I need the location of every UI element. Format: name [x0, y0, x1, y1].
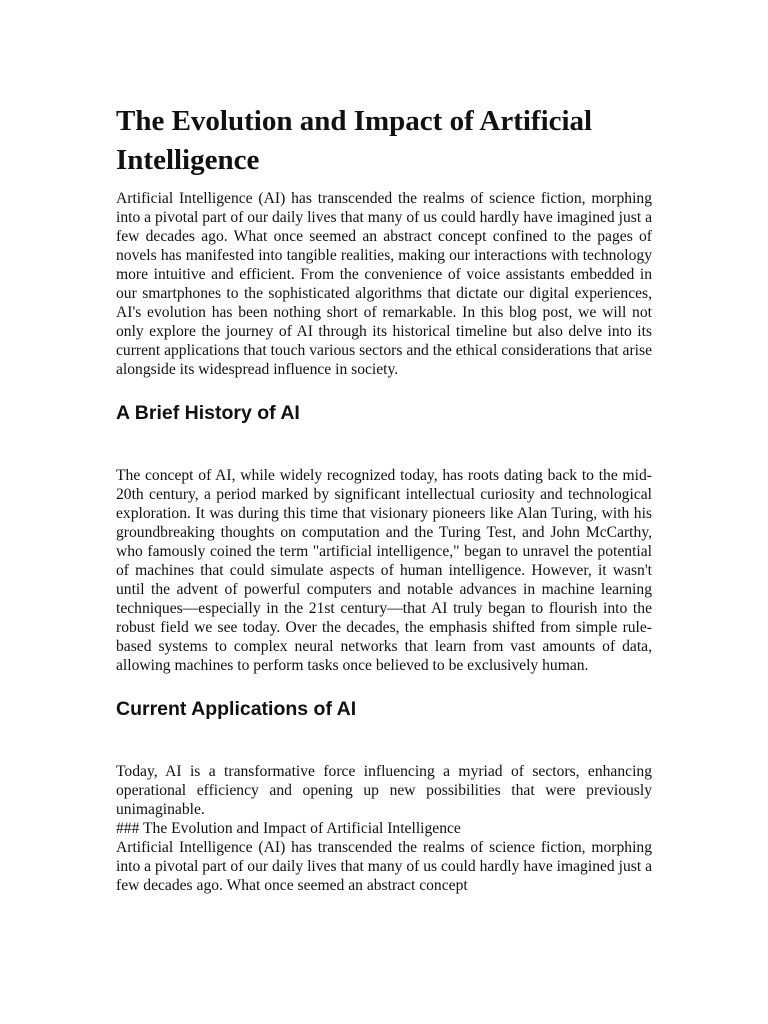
section-spacer	[116, 425, 652, 466]
section-heading-applications: Current Applications of AI	[116, 698, 357, 720]
markdown-heading-line: ### The Evolution and Impact of Artificial Intelligence	[116, 820, 461, 837]
repeated-intro-paragraph: Artificial Intelligence (AI) has transcended the realms of science fiction, morphing into a pivotal part of our daily lives that many of us could hardly have imagined just a few decades ago. What once seemed an abstract concept	[116, 839, 652, 894]
document-title: The Evolution and Impact of Artificial Intelligence	[116, 105, 593, 176]
intro-paragraph: Artificial Intelligence (AI) has transcended the realms of science fiction, morphing into a pivotal part of our daily lives that many of us could hardly have imagined just a few decades ago. What once seemed an abstract concept confined to the pages of novels has manifested into tangible realities, making our interactions with technology more intuitive and efficient. From the convenience of voice assistants embedded in our smartphones to the sophisticated algorithms that dictate our digital experiences, AI's evolution has been nothing short of remarkable. In this blog post, we will not only explore the journey of AI through its historical timeline but also delve into its current applications that touch various sectors and the ethical considerations that arise alongside its widespread influence in society.	[116, 190, 652, 378]
applications-paragraph: Today, AI is a transformative force influencing a myriad of sectors, enhancing operational efficiency and opening up new possibilities that were previously unimaginable.	[116, 763, 652, 818]
section-spacer	[116, 721, 652, 762]
document-page	[116, 96, 652, 895]
history-paragraph: The concept of AI, while widely recognized today, has roots dating back to the mid-20th century, a period marked by significant intellectual curiosity and technological exploration. It was during this time that visionary pioneers like Alan Turing, with his groundbreaking thoughts on computation and the Turing Test, and John McCarthy, who famously coined the term "artificial intelligence," began to unravel the potential of machines that could simulate aspects of human intelligence. However, it wasn't until the advent of powerful computers and notable advances in machine learning techniques—especially in the 21st century—that AI truly began to flourish into the robust field we see today. Over the decades, the emphasis shifted from simple rule-based systems to complex neural networks that learn from vast amounts of data, allowing machines to perform tasks once believed to be exclusively human.	[116, 467, 652, 674]
section-heading-history: A Brief History of AI	[116, 402, 300, 424]
